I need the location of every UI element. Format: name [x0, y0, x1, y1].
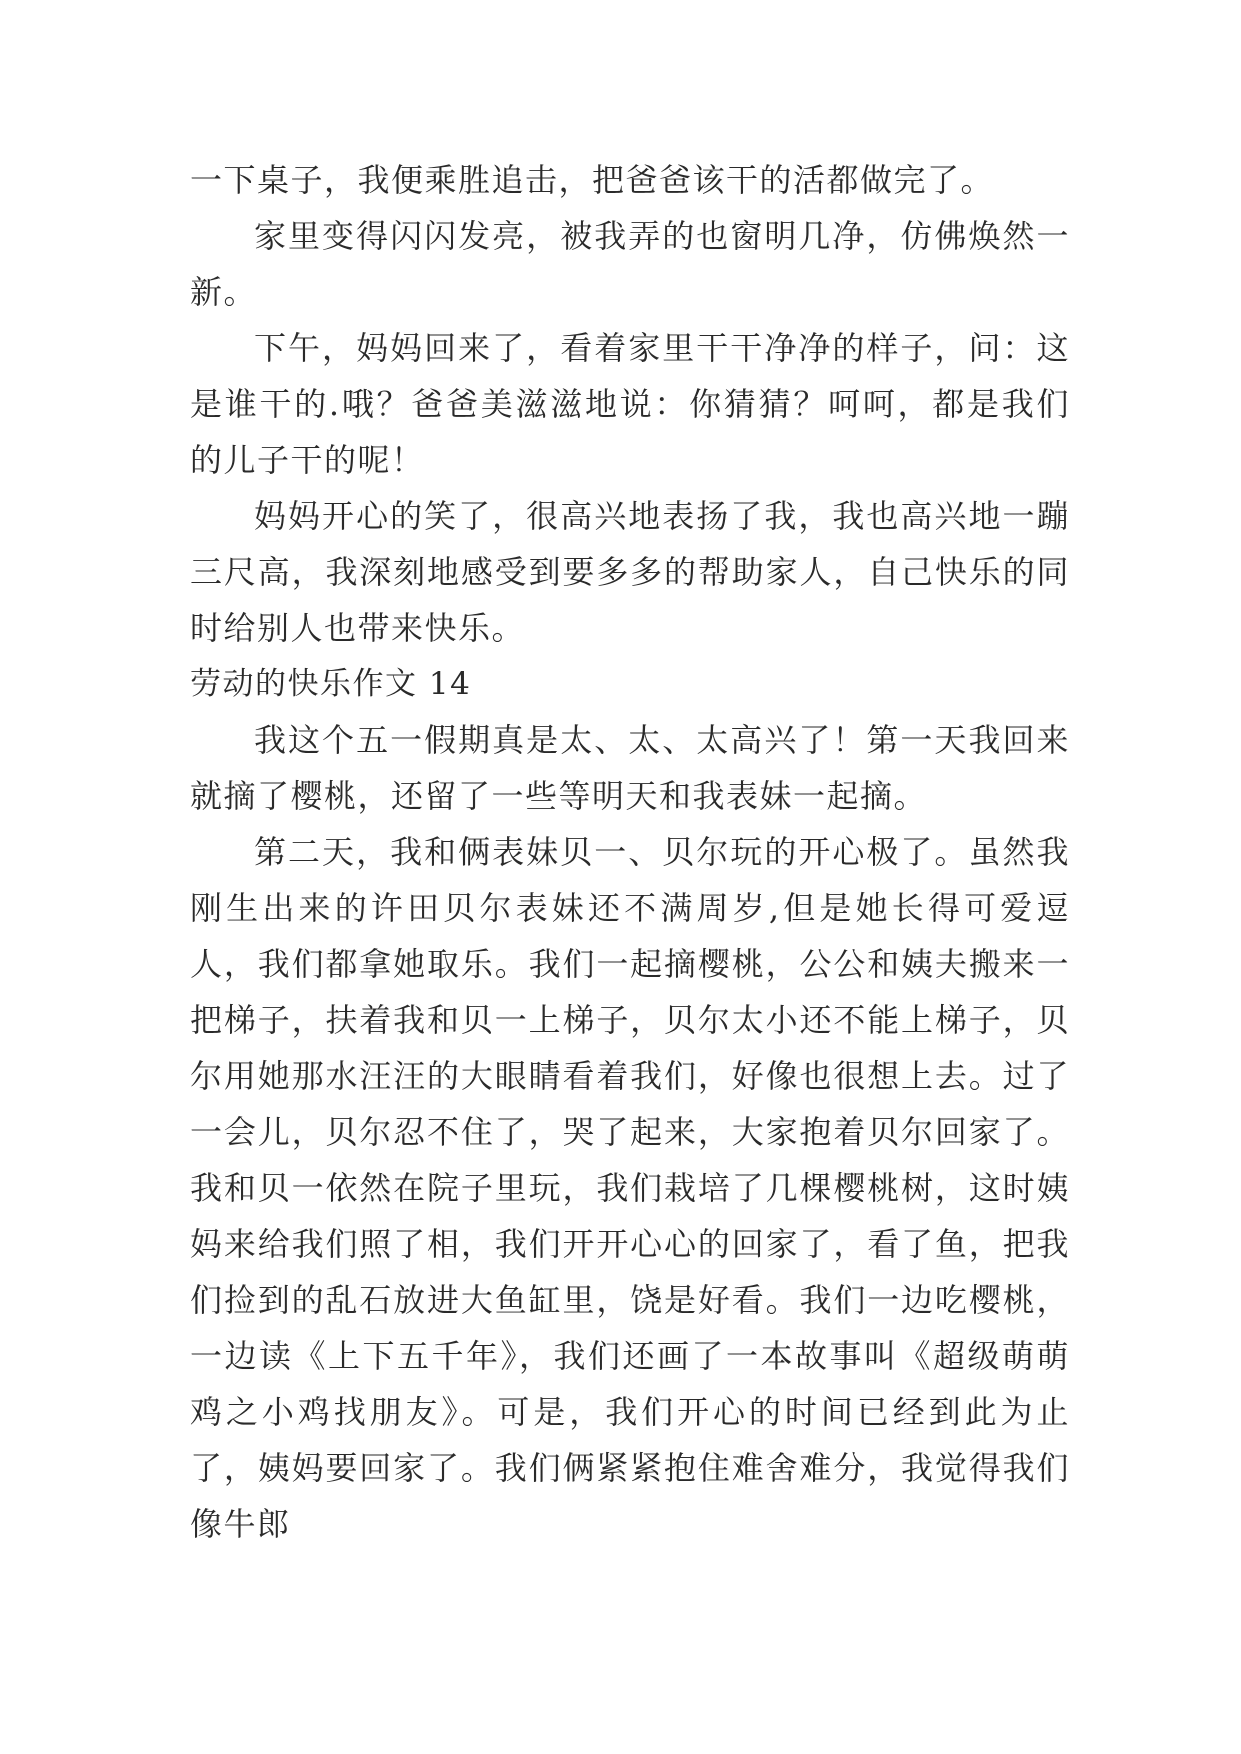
paragraph: 下午，妈妈回来了，看着家里干干净净的样子，问：这是谁干的.哦？爸爸美滋滋地说：你猜猜？呵呵，都是我们的儿子干的呢！ — [190, 329, 1070, 479]
document-body — [190, 152, 1070, 1552]
paragraph: 第二天，我和俩表妹贝一、贝尔玩的开心极了。虽然我刚生出来的许田贝尔表妹还不满周岁,但是她长得可爱逗人，我们都拿她取乐。我们一起摘樱桃，公公和姨夫搬来一把梯子，扶着我和贝一上梯子，贝尔太小还不能上梯子，贝尔用她那水汪汪的大眼睛看着我们，好像也很想上去。过了一会儿，贝尔忍不住了，哭了起来，大家抱着贝尔回家了。我和贝一依然在院子里玩，我们栽培了几棵樱桃树，这时姨妈来给我们照了相，我们开开心心的回家了，看了鱼，把我们捡到的乱石放进大鱼缸里，饶是好看。我们一边吃樱桃，一边读《上下五千年》，我们还画了一本故事叫《超级萌萌鸡之小鸡找朋友》。可是，我们开心的时间已经到此为止了，姨妈要回家了。我们俩紧紧抱住难舍难分，我觉得我们像牛郎 — [190, 833, 1070, 1543]
paragraph-continuation: 一下桌子，我便乘胜追击，把爸爸该干的活都做完了。 — [190, 161, 995, 199]
paragraph: 我这个五一假期真是太、太、太高兴了！第一天我回来就摘了樱桃，还留了一些等明天和我表妹一起摘。 — [190, 721, 1070, 815]
paragraph: 妈妈开心的笑了，很高兴地表扬了我，我也高兴地一蹦三尺高，我深刻地感受到要多多的帮助家人，自己快乐的同时给别人也带来快乐。 — [190, 497, 1070, 647]
paragraph: 家里变得闪闪发亮，被我弄的也窗明几净，仿佛焕然一新。 — [190, 217, 1070, 311]
essay-title: 劳动的快乐作文 14 — [190, 666, 472, 702]
